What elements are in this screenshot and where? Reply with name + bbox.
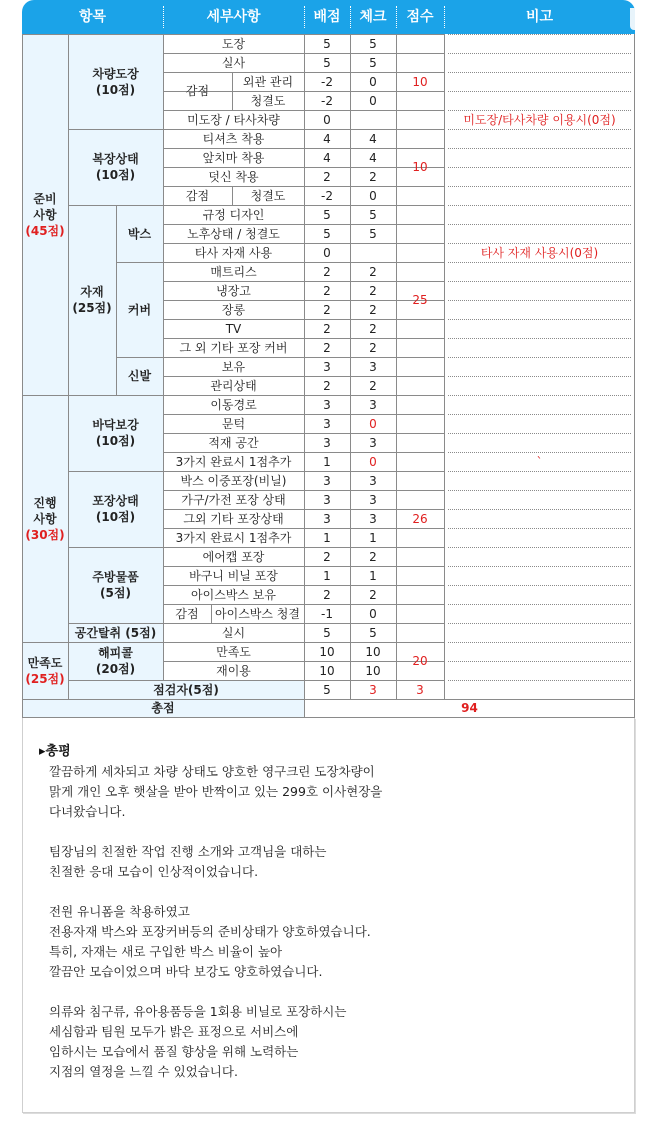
- check-value: [350, 110, 396, 129]
- check-value: 3: [369, 435, 377, 450]
- max-points: -2: [321, 93, 333, 108]
- score-progress: 26: [412, 511, 428, 526]
- note: [444, 148, 635, 167]
- check-value: 0: [369, 606, 377, 621]
- detail-item: 가구/가전 포장 상태: [181, 492, 286, 507]
- note: [444, 262, 635, 281]
- group-kitchen: 주방물품 (5점): [68, 547, 163, 623]
- detail-item: 냉장고: [216, 283, 251, 298]
- section-satisfaction-points: (25점): [25, 671, 65, 686]
- max-points: 1: [323, 568, 331, 583]
- max-points: 2: [323, 321, 331, 336]
- detail-item: 박스 이중포장(비닐): [180, 473, 287, 488]
- inspector-label: 점검자(5점): [68, 680, 304, 699]
- check-value: 2: [369, 549, 377, 564]
- max-points: 10: [319, 663, 335, 678]
- note: [444, 490, 635, 509]
- detail-item: 실시: [221, 625, 246, 640]
- section-progress-title: 진행 사항: [33, 495, 57, 526]
- check-value: [350, 243, 396, 262]
- header-score: 점수: [406, 9, 434, 25]
- note: [444, 509, 635, 528]
- check-value: 0: [369, 74, 377, 89]
- max-points: 5: [323, 226, 331, 241]
- group-floor: 바닥보강 (10점): [68, 395, 163, 471]
- check-value: 10: [365, 644, 381, 659]
- header-detail: 세부사항: [206, 9, 261, 25]
- detail-item: 매트리스: [210, 264, 257, 279]
- note: [444, 433, 635, 452]
- check-value: 2: [369, 587, 377, 602]
- note: [444, 471, 635, 490]
- score-vehicle: 10: [412, 74, 428, 89]
- detail-item: TV: [225, 321, 242, 336]
- detail-item: 노후상태 / 청결도: [187, 226, 280, 241]
- max-points: -2: [321, 188, 333, 203]
- detail-item: 재이용: [216, 663, 251, 678]
- check-value: 5: [369, 55, 377, 70]
- check-value: 0: [369, 188, 377, 203]
- max-points: 2: [323, 302, 331, 317]
- note: 타사 자재 사용시(0점): [480, 245, 599, 260]
- max-points: 4: [323, 150, 331, 165]
- subgroup-cover: 커버: [116, 262, 163, 357]
- check-value: 2: [369, 264, 377, 279]
- check-value: 2: [369, 302, 377, 317]
- detail-item: 타사 자재 사용: [194, 245, 273, 260]
- note: [444, 186, 635, 205]
- max-points: 4: [323, 131, 331, 146]
- detail-item: 바구니 비닐 포장: [189, 568, 278, 583]
- check-value: 3: [369, 397, 377, 412]
- note: [444, 300, 635, 319]
- section-prep: [22, 34, 68, 395]
- max-points: 5: [323, 625, 331, 640]
- section-progress: [22, 395, 68, 642]
- section-satisfaction: [22, 642, 68, 699]
- max-points: -2: [321, 74, 333, 89]
- max-points: 3: [323, 416, 331, 431]
- detail-item: 보유: [221, 359, 246, 374]
- max-points: 3: [323, 473, 331, 488]
- group-material: 자재 (25점): [68, 205, 116, 395]
- review-paragraph: 전원 유니폼을 착용하였고 전용자재 박스와 포장커버등의 준비상태가 양호하였습니다. 특히, 자재는 새로 구입한 박스 비율이 높아 깔끔안 모습이었으며 바닥 보강도 양호하였습니다.: [49, 904, 371, 979]
- section-prep-title: 준비 사항: [33, 191, 57, 222]
- detail-item: 아이스박스 청결: [215, 606, 300, 621]
- check-value: 5: [369, 36, 377, 51]
- subgroup-box: 박스: [116, 205, 163, 262]
- check-value: 2: [369, 378, 377, 393]
- note: [444, 72, 635, 91]
- check-value: 3: [369, 511, 377, 526]
- check-value: 2: [369, 340, 377, 355]
- max-points: 3: [323, 492, 331, 507]
- max-points: 3: [323, 511, 331, 526]
- deduct-label: 감점: [185, 188, 210, 203]
- detail-item: 에어캡 포장: [202, 549, 265, 564]
- detail-item: 티셔츠 착용: [202, 131, 265, 146]
- max-points: 1: [323, 530, 331, 545]
- max-points: 3: [323, 359, 331, 374]
- header-check: 체크: [359, 9, 387, 25]
- group-happy-call: 해피콜 (20점): [68, 642, 163, 680]
- detail-item: 3가지 완료시 1점추가: [175, 454, 292, 469]
- detail-item: 그 외 기타 포장 커버: [179, 340, 288, 355]
- check-value: 10: [365, 663, 381, 678]
- detail-item: 청결도: [250, 93, 286, 108]
- detail-item: 청결도: [250, 188, 286, 203]
- note: [444, 414, 635, 433]
- note: [444, 338, 635, 357]
- note: [444, 281, 635, 300]
- note: [444, 357, 635, 376]
- note: [444, 604, 635, 623]
- group-uniform: 복장상태 (10점): [68, 129, 163, 205]
- max-points: 5: [323, 36, 331, 51]
- max-points: 5: [323, 55, 331, 70]
- check-value: 5: [369, 207, 377, 222]
- detail-item: 관리상태: [210, 378, 257, 393]
- detail-item: 아이스박스 보유: [191, 587, 276, 602]
- header-item: 항목: [78, 9, 107, 25]
- header-note: 비고: [525, 9, 554, 25]
- note: [444, 623, 635, 642]
- section-progress-points: (30점): [25, 527, 65, 542]
- check-value: 5: [369, 226, 377, 241]
- check-value: 1: [369, 530, 377, 545]
- check-value: 0: [369, 93, 377, 108]
- max-points: 5: [323, 207, 331, 222]
- note: [444, 53, 635, 72]
- inspector-max: 5: [323, 682, 331, 697]
- detail-item: 3가지 완료시 1점추가: [175, 530, 292, 545]
- check-value: 0: [369, 416, 377, 431]
- max-points: 0: [323, 112, 331, 127]
- max-points: 2: [323, 587, 331, 602]
- subgroup-shoes: 신발: [116, 357, 163, 395]
- inspector-check: 3: [369, 682, 377, 697]
- note: [444, 34, 635, 53]
- check-value: 5: [369, 625, 377, 640]
- group-vehicle-paint: 차량도장 (10점): [68, 34, 163, 129]
- max-points: 2: [323, 283, 331, 298]
- check-value: 2: [369, 321, 377, 336]
- check-value: 3: [369, 359, 377, 374]
- section-prep-points: (45점): [25, 223, 65, 238]
- score-happy-call: 20: [412, 654, 428, 668]
- review-paragraph: 팀장님의 친절한 작업 진행 소개와 고객님을 대하는 친절한 응대 모습이 인상적이었습니다.: [49, 844, 327, 879]
- check-value: 1: [369, 568, 377, 583]
- review-title: ▸총평: [39, 744, 71, 759]
- total-value: 94: [461, 701, 478, 715]
- score-material: 25: [412, 293, 428, 307]
- evaluation-table: [22, 34, 635, 718]
- max-points: 10: [319, 644, 335, 659]
- note: [444, 642, 635, 661]
- note: [444, 167, 635, 186]
- note: `: [536, 454, 543, 469]
- inspector-score: 3: [416, 682, 424, 697]
- detail-item: 그외 기타 포장상태: [183, 511, 284, 526]
- note: [444, 224, 635, 243]
- detail-item: 규정 디자인: [202, 207, 265, 222]
- detail-item: 덧신 착용: [208, 169, 259, 184]
- check-value: 2: [369, 169, 377, 184]
- group-packing: 포장상태 (10점): [68, 471, 163, 547]
- note: [444, 205, 635, 224]
- deduct-label: 감점: [185, 84, 210, 98]
- note: [444, 661, 635, 680]
- check-value: 0: [369, 454, 377, 469]
- max-points: -1: [321, 606, 333, 621]
- check-value: 4: [369, 131, 377, 146]
- max-points: 2: [323, 264, 331, 279]
- evaluation-sheet: [22, 0, 635, 1113]
- max-points: 3: [323, 435, 331, 450]
- note: [444, 376, 635, 395]
- note: [444, 395, 635, 414]
- detail-item: 만족도: [216, 644, 251, 659]
- detail-item: 도장: [221, 36, 246, 51]
- check-value: 3: [369, 492, 377, 507]
- max-points: 2: [323, 378, 331, 393]
- check-value: 3: [369, 473, 377, 488]
- note: 미도장/타사차량 이용시(0점): [463, 112, 616, 127]
- group-space: 공간탈취 (5점): [68, 623, 163, 642]
- note: [444, 566, 635, 585]
- total-label: 총점: [22, 699, 304, 717]
- check-value: 2: [369, 283, 377, 298]
- note: [444, 528, 635, 547]
- review-paragraph: 의류와 침구류, 유아용품등을 1회용 비닐로 포장하시는 세심함과 팀원 모두가 밝은 표정으로 서비스에 임하시는 모습에서 품질 향상을 위해 노력하는 지점의 열정을 느낄 수 있었습니다.: [49, 1004, 347, 1079]
- review-paragraph: 깔끔하게 세차되고 차량 상태도 양호한 영구크린 도장차량이 맑게 개인 오후 햇살을 받아 반짝이고 있는 299호 이사현장을 다녀왔습니다.: [49, 764, 383, 819]
- detail-item: 외관 관리: [242, 74, 294, 89]
- note: [444, 547, 635, 566]
- max-points: 2: [323, 169, 331, 184]
- detail-item: 이동경로: [210, 397, 257, 412]
- detail-item: 장롱: [221, 302, 246, 317]
- note: [444, 319, 635, 338]
- note: [444, 585, 635, 604]
- max-points: 1: [323, 454, 331, 469]
- deduct-label: 감점: [175, 606, 199, 621]
- detail-item: 실사: [221, 55, 246, 70]
- detail-item: 앞치마 착용: [202, 150, 265, 165]
- review-section: [22, 718, 635, 1113]
- max-points: 3: [323, 397, 331, 412]
- table-header: [22, 0, 635, 34]
- note: [444, 91, 635, 110]
- max-points: 2: [323, 549, 331, 564]
- section-satisfaction-title: 만족도: [27, 655, 63, 670]
- max-points: 0: [323, 245, 331, 260]
- score-uniform: 10: [412, 160, 428, 174]
- check-value: 4: [369, 150, 377, 165]
- detail-item: 적재 공간: [208, 435, 259, 450]
- detail-item: 미도장 / 타사차량: [187, 112, 280, 127]
- detail-item: 문턱: [221, 416, 246, 431]
- review-title-text: 총평: [45, 744, 71, 759]
- note: [444, 129, 635, 148]
- max-points: 2: [323, 340, 331, 355]
- header-max-points: 배점: [313, 9, 341, 25]
